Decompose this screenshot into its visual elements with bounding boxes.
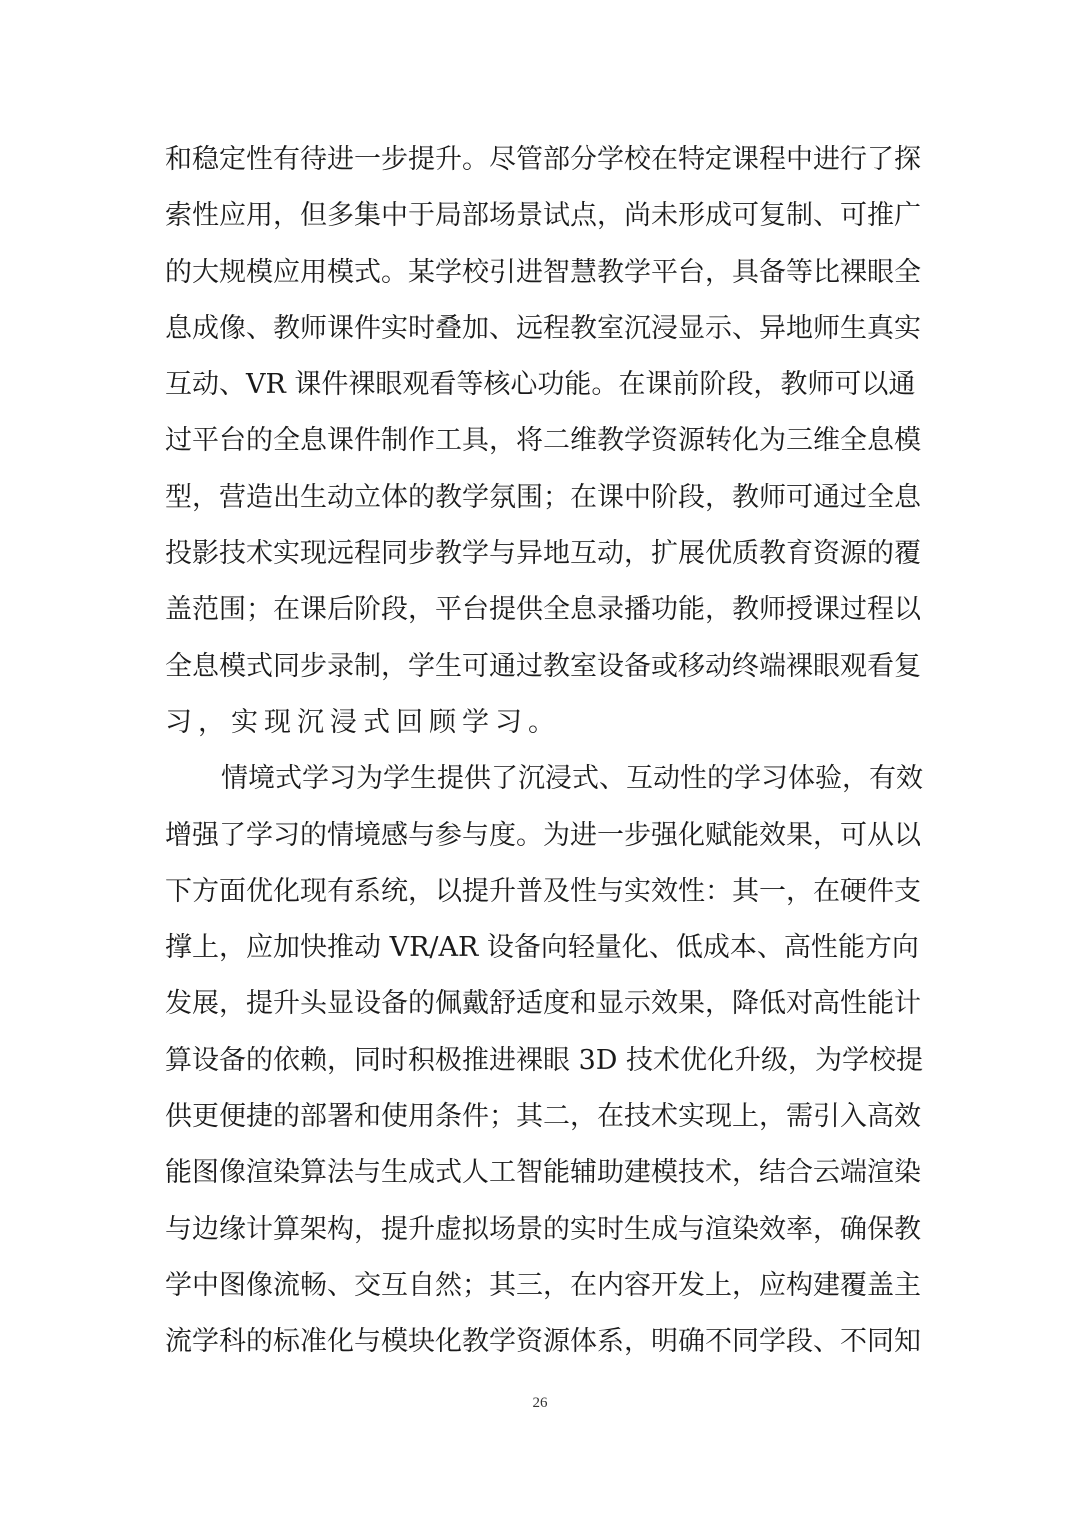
text-line: 的大规模应用模式。某学校引进智慧教学平台，具备等比裸眼全 [165,256,921,288]
text-line: 与边缘计算架构，提升虚拟场景的实时生成与渲染效率，确保教 [165,1213,921,1245]
text-line: 和稳定性有待进一步提升。尽管部分学校在特定课程中进行了探 [165,144,921,175]
text-line: 学中图像流畅、交互自然；其三，在内容开发上，应构建覆盖主 [165,1269,921,1301]
body-text [165,132,923,1371]
text-line: 型，营造出生动立体的教学氛围；在课中阶段，教师可通过全息 [165,481,921,513]
text-line: 盖范围；在课后阶段，平台提供全息录播功能，教师授课过程以 [165,594,921,626]
text-line: 流学科的标准化与模块化教学资源体系，明确不同学段、不同知 [165,1326,921,1358]
text-line: 能图像渲染算法与生成式人工智能辅助建模技术，结合云端渲染 [165,1157,921,1189]
text-line: 投影技术实现远程同步教学与异地互动，扩展优质教育资源的覆 [165,538,921,570]
text-line: 发展，提升头显设备的佩戴舒适度和显示效果，降低对高性能计 [165,988,921,1020]
text-line: 息成像、教师课件实时叠加、远程教室沉浸显示、异地师生真实 [165,312,921,344]
text-line: 算设备的依赖，同时积极推进裸眼 3D 技术优化升级，为学校提 [165,1044,923,1076]
text-line: 过平台的全息课件制作工具，将二维教学资源转化为三维全息模 [165,425,921,457]
text-line: 增强了学习的情境感与参与度。为进一步强化赋能效果，可从以 [165,819,921,851]
text-line: 互动、VR 课件裸眼观看等核心功能。在课前阶段，教师可以通 [165,369,916,401]
text-line-paragraph-end: 习，实现沉浸式回顾学习。 [165,706,561,738]
text-line: 供更便捷的部署和使用条件；其二，在技术实现上，需引入高效 [165,1101,921,1133]
page-number: 26 [532,1395,548,1411]
text-line: 撑上，应加快推动 VR/AR 设备向轻量化、低成本、高性能方向 [165,932,919,964]
text-line: 索性应用，但多集中于局部场景试点，尚未形成可复制、可推广 [165,200,921,232]
text-line: 下方面优化现有系统，以提升普及性与实效性：其一，在硬件支 [165,875,921,907]
text-line-paragraph-start: 情境式学习为学生提供了沉浸式、互动性的学习体验，有效 [221,763,923,795]
text-line: 全息模式同步录制，学生可通过教室设备或移动终端裸眼观看复 [165,650,921,682]
